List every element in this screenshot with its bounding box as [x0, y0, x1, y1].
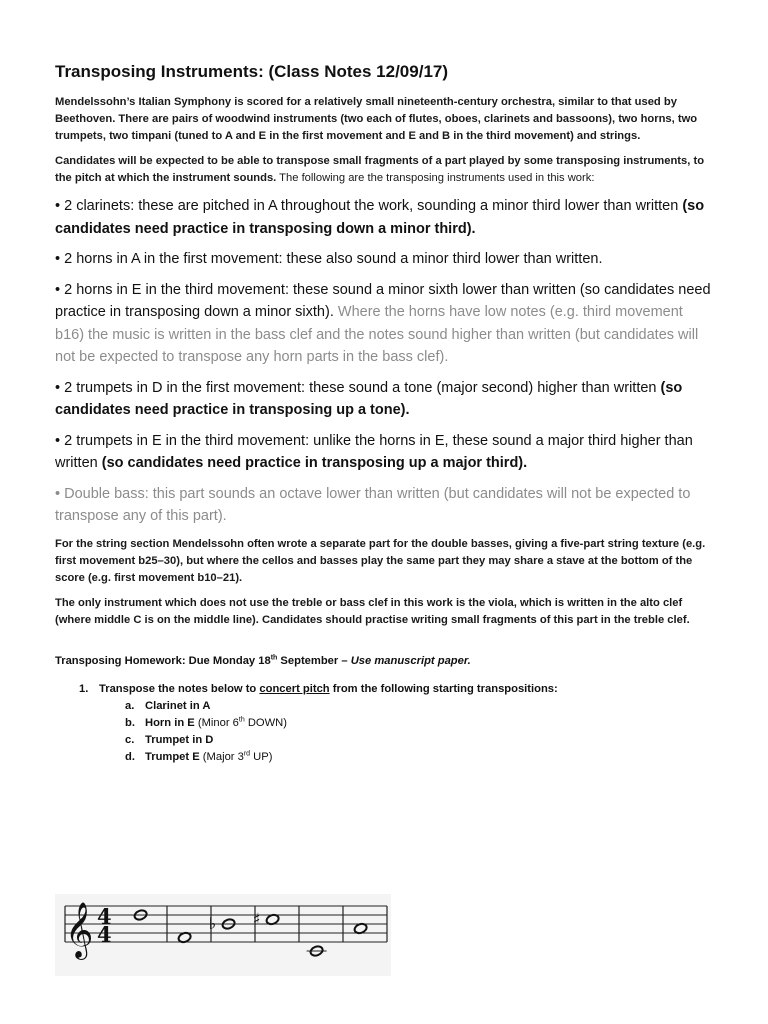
document-page	[55, 62, 715, 766]
bullet-clarinets-text: • 2 clarinets: these are pitched in A throughout the work, sounding a minor third lower than written	[55, 198, 683, 214]
staff-svg	[55, 894, 391, 976]
list-item	[125, 698, 715, 715]
bullet-horns-e-grey: Where the horns have low notes (e.g. third movement b16) the music is written in the bass clef and the notes sound higher than written (but candidates will not be expected to transpose any horn parts in the bass clef).	[55, 304, 699, 365]
bullet-trumpets-e-bold: (so candidates need practice in transposing up a major third).	[101, 455, 528, 471]
homework-title-text: Transposing Homework: Due Monday 18	[55, 654, 271, 667]
list-item-label: Trumpet E	[145, 750, 200, 763]
homework-title	[55, 655, 715, 667]
list-item-detail: (Major 3	[199, 750, 244, 763]
bullet-trumpets-d-bold: (so candidates need practice in transposing up a tone).	[55, 379, 683, 418]
bullet-horns-a: • 2 horns in A in the first movement: these also sound a minor third lower than written.	[55, 251, 603, 267]
candidates-bold-text: Candidates will be expected to be able to transpose small fragments of a part played by some transposing instruments, to the pitch at which the instrument sounds.	[55, 155, 705, 184]
bullet-clarinets-bold: (so candidates need practice in transposing down a minor third).	[55, 198, 705, 237]
strings-paragraph: For the string section Mendelssohn often wrote a separate part for the double basses, giving a five-part string texture (e.g. first movement b25–30), but where the cellos and basses play the same part they may share a stave at the bottom of the score (e.g. first movement b10–21).	[55, 537, 706, 584]
bullet-trumpets-d	[55, 377, 715, 422]
bullet-trumpets-e-text: • 2 trumpets in E in the third movement: unlike the horns in E, these sound a major third higher than written	[55, 432, 693, 471]
notes-layer	[133, 906, 387, 957]
list-item-detail-b: DOWN)	[244, 716, 287, 729]
list-item-sup: rd	[243, 749, 251, 757]
bullet-trumpets-e	[55, 430, 715, 475]
viola-paragraph: The only instrument which does not use the treble or bass clef in this work is the viola, which is written in the alto clef (where middle C is on the middle line). Candidates should practise writing small fragments of this part in the treble clef.	[55, 596, 690, 626]
page-title: Transposing Instruments: (Class Notes 12/09/17)	[55, 62, 449, 81]
question-1-text-b: from the following starting transpositions:	[329, 682, 558, 695]
list-item-letter: d.	[125, 750, 135, 763]
homework-title-text-b: September –	[277, 654, 351, 667]
bullet-horns-e-text: • 2 horns in E in the third movement: these sound a minor sixth lower than written (so candidates need practice in transposing down a minor sixth).	[55, 281, 711, 320]
candidates-paragraph	[55, 153, 715, 187]
homework-title-sup: th	[270, 653, 278, 661]
list-item-label: Trumpet in D	[145, 733, 214, 746]
time-signature-bottom: 4	[97, 922, 112, 947]
intro-paragraph: Mendelssohn’s Italian Symphony is scored for a relatively small nineteenth-century orchestra, similar to that used by Beethoven. There are pairs of woodwind instruments (two each of flutes, oboes, clarinets and bassoons), two horns, two trumpets, two timpani (tuned to A and E in the first movement and E and B in the third movement) and strings.	[55, 96, 698, 142]
list-item-detail: (Minor 6	[194, 716, 239, 729]
treble-clef-icon: 𝄞	[65, 902, 94, 958]
list-item-label: Clarinet in A	[145, 699, 211, 712]
staff-lines	[65, 906, 387, 942]
list-item-letter: b.	[125, 716, 135, 729]
transposition-list	[55, 698, 715, 766]
bullet-horns-e	[55, 279, 715, 369]
question-1-number: 1.	[79, 682, 89, 695]
music-score-image	[55, 894, 391, 976]
bullet-clarinets	[55, 195, 715, 240]
list-item-letter: c.	[125, 733, 135, 746]
list-item	[125, 749, 715, 766]
homework-title-italic: Use manuscript paper.	[350, 654, 471, 667]
list-item-detail-b: UP)	[250, 750, 273, 763]
bullet-double-bass: • Double bass: this part sounds an octave lower than written (but candidates will not be expected to transpose any of this part).	[55, 485, 691, 524]
list-item	[125, 715, 715, 732]
bullet-trumpets-d-text: • 2 trumpets in D in the first movement: these sound a tone (major second) higher than written	[55, 379, 661, 396]
list-item	[125, 732, 715, 749]
list-item-letter: a.	[125, 699, 135, 712]
candidates-normal-text: The following are the transposing instruments used in this work:	[276, 172, 595, 184]
list-item-label: Horn in E	[145, 716, 195, 729]
question-1-underline: concert pitch	[259, 682, 330, 695]
question-1-text: Transpose the notes below to	[99, 682, 260, 695]
sharp-accidental-icon: ♯	[252, 909, 261, 929]
question-1	[79, 681, 715, 698]
flat-accidental-icon: ♭	[208, 914, 217, 933]
time-signature-top: 4	[97, 904, 112, 929]
list-item-sup: th	[238, 715, 245, 723]
